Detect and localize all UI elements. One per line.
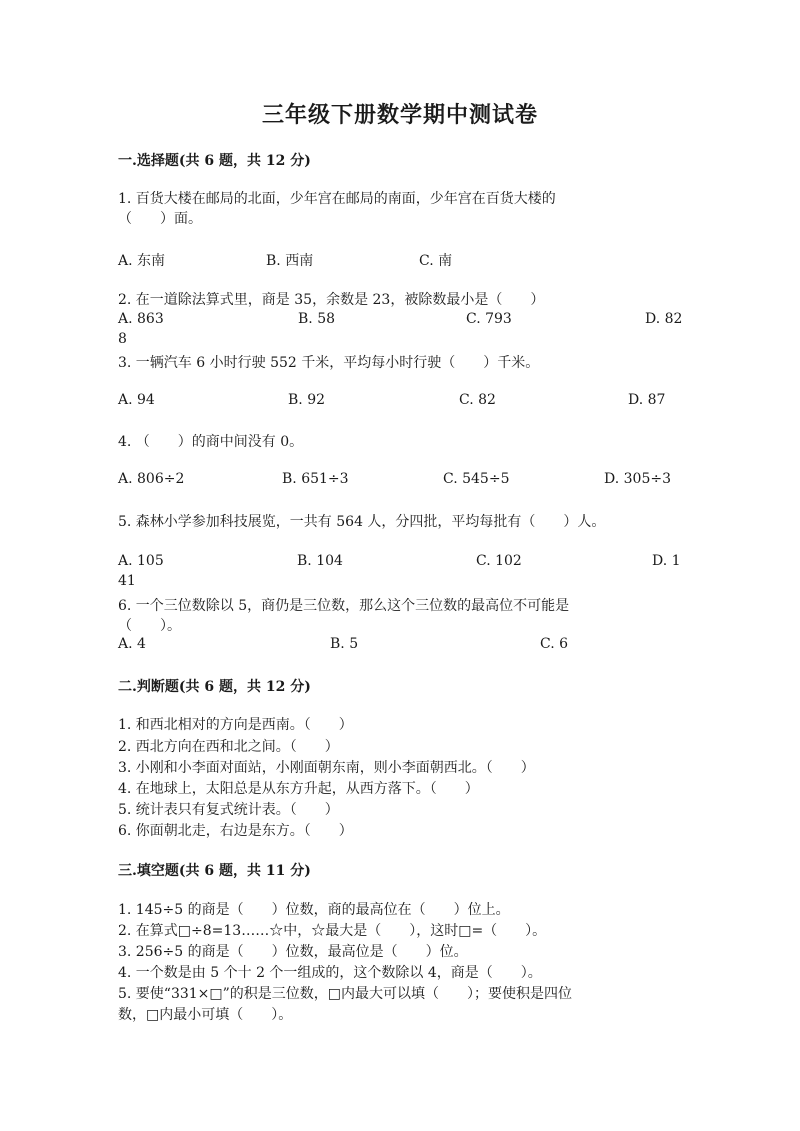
judgement-item: 5. 统计表只有复式统计表。（ ） — [118, 802, 339, 818]
question-text: （ ）面。 — [118, 211, 202, 227]
judgement-item: 4. 在地球上，太阳总是从东方升起，从西方落下。（ ） — [118, 781, 479, 797]
section-heading-choice: 一.选择题(共 6 题，共 12 分) — [118, 153, 311, 169]
option-b: B. 651÷3 — [282, 471, 349, 487]
question-text: 6. 一个三位数除以 5，商仍是三位数，那么这个三位数的最高位不可能是 — [118, 598, 570, 614]
question-text: 1. 百货大楼在邮局的北面，少年宫在邮局的南面，少年宫在百货大楼的 — [118, 191, 556, 207]
fill-blank-item: 1. 145÷5 的商是（ ）位数，商的最高位在（ ）位上。 — [118, 902, 510, 918]
page-title: 三年级下册数学期中测试卷 — [261, 102, 538, 128]
question-text: 4. （ ）的商中间没有 0。 — [118, 434, 304, 450]
option-a: A. 东南 — [118, 253, 166, 269]
option-wrap: 41 — [118, 573, 136, 589]
question-text: 3. 一辆汽车 6 小时行驶 552 千米，平均每小时行驶（ ）千米。 — [118, 355, 540, 371]
option-d: D. 1 — [652, 553, 681, 569]
question-text: 5. 森林小学参加科技展览，一共有 564 人，分四批，平均每批有（ ）人。 — [118, 514, 606, 530]
option-a: A. 806÷2 — [118, 471, 185, 487]
fill-blank-item: 4. 一个数是由 5 个十 2 个一组成的，这个数除以 4，商是（ ）。 — [118, 965, 542, 981]
option-c: C. 南 — [419, 253, 453, 269]
option-a: A. 94 — [118, 392, 155, 408]
question-text: 2. 在一道除法算式里，商是 35，余数是 23，被除数最小是（ ） — [118, 292, 545, 308]
option-a: A. 863 — [118, 311, 164, 327]
judgement-item: 6. 你面朝北走，右边是东方。（ ） — [118, 823, 353, 839]
option-c: C. 793 — [466, 311, 512, 327]
option-c: C. 82 — [459, 392, 496, 408]
option-d: D. 305÷3 — [604, 471, 671, 487]
fill-blank-item: 2. 在算式□÷8=13……☆中，☆最大是（ ），这时□=（ ）。 — [118, 923, 547, 939]
judgement-item: 1. 和西北相对的方向是西南。（ ） — [118, 717, 353, 733]
option-c: C. 102 — [476, 553, 522, 569]
question-text: （ ）。 — [118, 618, 181, 634]
judgement-item: 3. 小刚和小李面对面站，小刚面朝东南，则小李面朝西北。（ ） — [118, 760, 535, 776]
option-d: D. 82 — [645, 311, 683, 327]
option-b: B. 5 — [330, 636, 359, 652]
option-c: C. 545÷5 — [443, 471, 510, 487]
section-heading-fill-blank: 三.填空题(共 6 题，共 11 分) — [118, 863, 311, 879]
fill-blank-item: 3. 256÷5 的商是（ ）位数，最高位是（ ）位。 — [118, 944, 468, 960]
option-b: B. 58 — [298, 311, 336, 327]
option-b: B. 西南 — [266, 253, 314, 269]
option-a: A. 4 — [118, 636, 146, 652]
section-heading-judgement: 二.判断题(共 6 题，共 12 分) — [118, 679, 311, 695]
judgement-item: 2. 西北方向在西和北之间。（ ） — [118, 739, 339, 755]
fill-blank-item: 数，□内最小可填（ ）。 — [118, 1007, 293, 1023]
option-c: C. 6 — [540, 636, 569, 652]
fill-blank-item: 5. 要使“331×□”的积是三位数，□内最大可以填（ ）；要使积是四位 — [118, 986, 573, 1002]
option-b: B. 104 — [297, 553, 343, 569]
option-a: A. 105 — [118, 553, 164, 569]
option-b: B. 92 — [288, 392, 326, 408]
option-d: D. 87 — [628, 392, 666, 408]
option-wrap: 8 — [118, 331, 127, 347]
